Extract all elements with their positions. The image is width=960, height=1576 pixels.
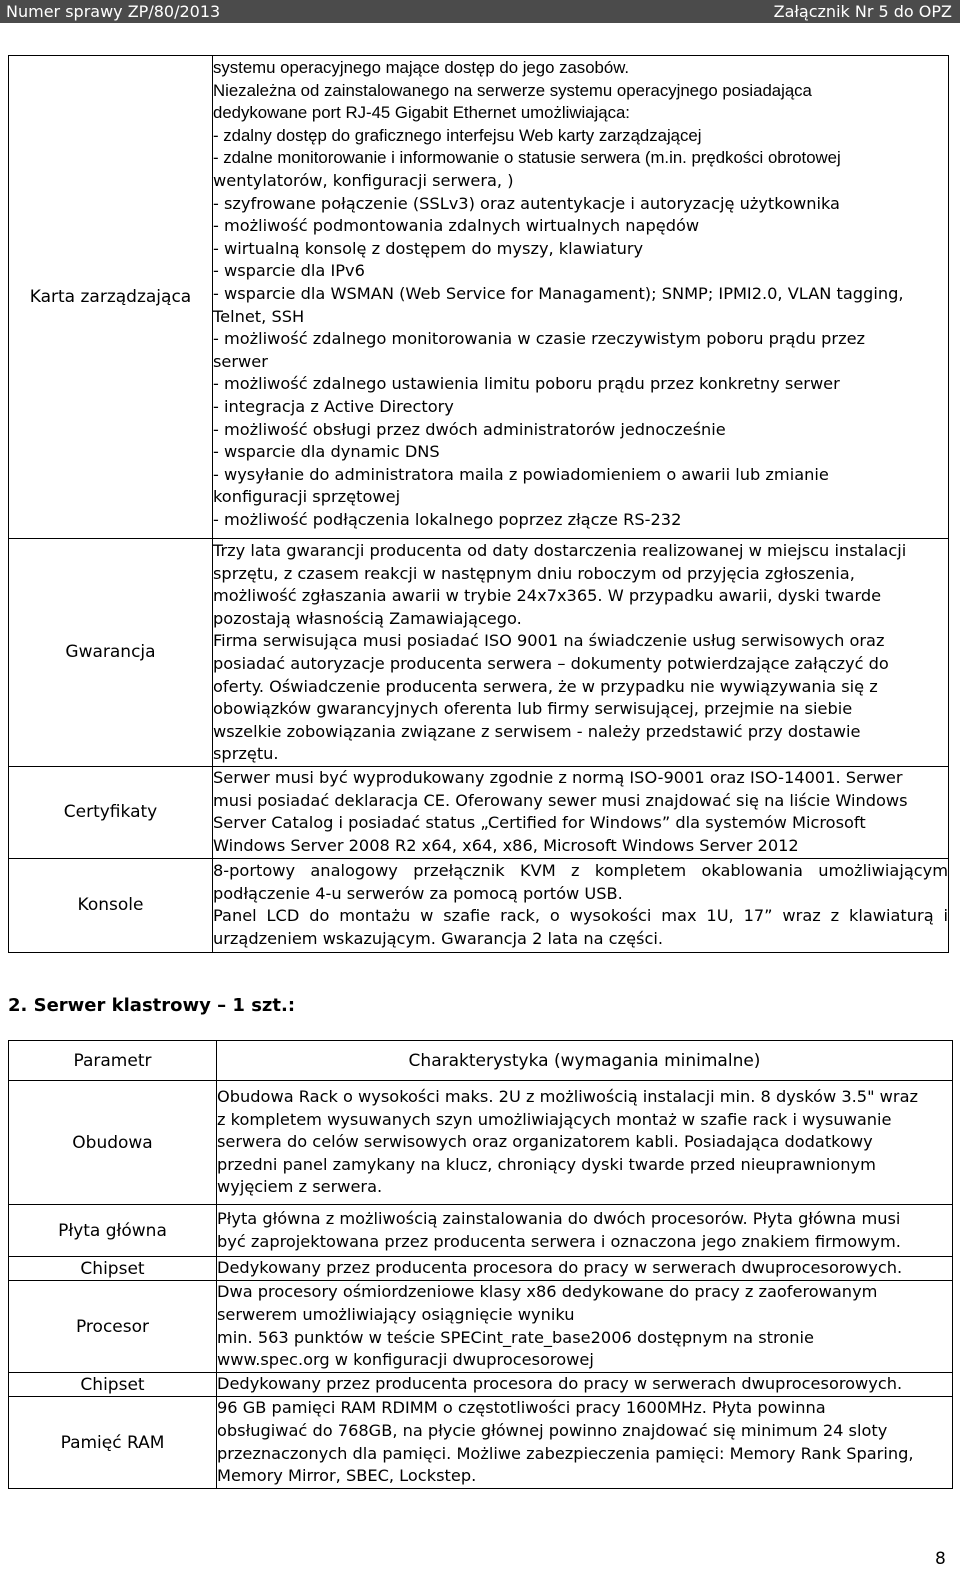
param-cell: Konsole bbox=[9, 858, 213, 952]
desc-cell bbox=[213, 766, 949, 858]
table-row bbox=[9, 1373, 953, 1397]
desc-line: - zdalne monitorowanie i informowanie o statusie serwera (m.in. prędkości obrotowej bbox=[213, 148, 841, 168]
param-cell: Obudowa bbox=[9, 1081, 217, 1205]
desc-paragraph: Obudowa Rack o wysokości maks. 2U z możliwością instalacji min. 8 dysków 3.5" wraz z kompletem wysuwanych szyn umożliwiających montaż w szafie rack i wysuwanie serwera do celów serwisowych oraz organizatorem kabli. Posiadająca dodatkowy przedni panel zamykany na klucz, chroniący dyski twarde przed nieuprawnionym wyjęciem z serwera. bbox=[217, 1087, 918, 1197]
spec-table-management bbox=[8, 55, 949, 953]
table-row bbox=[9, 1397, 953, 1489]
param-cell: Certyfikaty bbox=[9, 766, 213, 858]
desc-cell bbox=[213, 56, 949, 539]
desc-cell bbox=[217, 1373, 953, 1397]
section-title: 2. Serwer klastrowy – 1 szt.: bbox=[8, 995, 296, 1016]
desc-paragraph: Dedykowany przez producenta procesora do pracy w serwerach dwuprocesorowych. bbox=[217, 1374, 903, 1394]
desc-cell bbox=[213, 858, 949, 952]
desc-cell bbox=[217, 1205, 953, 1257]
desc-line: - wirtualną konsolę z dostępem do myszy, klawiatury bbox=[213, 238, 644, 258]
table-row bbox=[9, 766, 949, 858]
param-cell: Gwarancja bbox=[9, 539, 213, 767]
table-row bbox=[9, 1205, 953, 1257]
param-cell: Procesor bbox=[9, 1281, 217, 1373]
desc-cell bbox=[217, 1281, 953, 1373]
desc-line: - wsparcie dla IPv6 bbox=[213, 261, 365, 281]
attachment-label: Załącznik Nr 5 do OPZ bbox=[773, 2, 952, 21]
desc-line: - możliwość podmontowania zdalnych wirtualnych napędów bbox=[213, 216, 700, 236]
desc-paragraph: Firma serwisująca musi posiadać ISO 9001 na świadczenie usług serwisowych oraz posiadać autoryzacje producenta serwera – dokumenty potwierdzające załączyć do oferty. Oświadczenie producenta serwera, że w przypadku nie wywiązywania się z obowiązków gwarancyjnych oferenta lub firmy serwisującej, przejmie na siebie wszelkie zobowiązania związane z serwisem - należy przedstawić przy dostawie sprzętu. bbox=[213, 631, 889, 764]
desc-line: - wysyłanie do administratora maila z powiadomieniem o awarii lub zmianie bbox=[213, 464, 829, 484]
param-cell: Płyta główna bbox=[9, 1205, 217, 1257]
desc-line: Telnet, SSH bbox=[213, 306, 305, 326]
param-cell: Pamięć RAM bbox=[9, 1397, 217, 1489]
desc-cell bbox=[213, 539, 949, 767]
desc-line: - wsparcie dla WSMAN (Web Service for Managament); SNMP; IPMI2.0, VLAN tagging, bbox=[213, 283, 904, 303]
desc-paragraph: Panel LCD do montażu w szafie rack, o wysokości max 1U, 17” wraz z klawiaturą i urządzeniem wskazującym. Gwarancja 2 lata na części. bbox=[213, 906, 948, 949]
desc-line: Niezależna od zainstalowanego na serwerze systemu operacyjnego posiadająca bbox=[213, 80, 812, 100]
page-header bbox=[0, 0, 960, 23]
desc-line: systemu operacyjnego mające dostęp do jego zasobów. bbox=[213, 58, 630, 77]
desc-paragraph: Płyta główna z możliwością zainstalowania do dwóch procesorów. Płyta główna musi być zaprojektowana przez producenta serwera i oznaczona jego znakiem firmowym. bbox=[217, 1208, 901, 1251]
param-cell: Chipset bbox=[9, 1373, 217, 1397]
page-number: 8 bbox=[935, 1549, 946, 1569]
desc-cell bbox=[217, 1081, 953, 1205]
table-row bbox=[9, 539, 949, 767]
desc-line: - zdalny dostęp do graficznego interfejsu Web karty zarządzającej bbox=[213, 125, 702, 145]
desc-paragraph: Serwer musi być wyprodukowany zgodnie z normą ISO-9001 oraz ISO-14001. Serwer musi posiadać deklaracja CE. Oferowany sewer musi znajdować się na liście Windows Server Catalog i posiadać status „Certified for Windows” dla systemów Microsoft Windows Server 2008 R2 x64, x64, x86, Microsoft Windows Server 2012 bbox=[213, 768, 908, 856]
table-header-row bbox=[9, 1041, 953, 1081]
desc-paragraph: 96 GB pamięci RAM RDIMM o częstotliwości pracy 1600MHz. Płyta powinna obsługiwać do 768GB, na płycie głównej powinno znajdować się minimum 24 sloty przeznaczonych dla pamięci. Możliwe zabezpieczenia pamięci: Memory Rank Sparing, Memory Mirror, SBEC, Lockstep. bbox=[217, 1398, 914, 1486]
desc-paragraph: Dwa procesory ośmiordzeniowe klasy x86 dedykowane do pracy z zaoferowanym serwerem umożliwiający osiągnięcie wyniku min. 563 punktów w teście SPECint_rate_base2006 dostępnym na stronie www.spec.org w konfiguracji dwuprocesorowej bbox=[217, 1282, 878, 1370]
desc-line: wentylatorów, konfiguracji serwera, ) bbox=[213, 170, 514, 190]
case-number: Numer sprawy ZP/80/2013 bbox=[6, 2, 221, 21]
param-cell: Chipset bbox=[9, 1257, 217, 1281]
desc-line: - wsparcie dla dynamic DNS bbox=[213, 442, 440, 462]
desc-line: - możliwość zdalnego ustawienia limitu poboru prądu przez konkretny serwer bbox=[213, 374, 840, 394]
table-row bbox=[9, 1257, 953, 1281]
desc-paragraph: Trzy lata gwarancji producenta od daty dostarczenia realizowanej w miejscu instalacji sprzętu, z czasem reakcji w następnym dniu roboczym od przyjęcia zgłoszenia, możliwość zgłaszania awarii w trybie 24x7x365. W przypadku awarii, dyski twarde pozostają własnością Zamawiającego. bbox=[213, 541, 907, 628]
desc-line: - integracja z Active Directory bbox=[213, 396, 454, 416]
table-row bbox=[9, 1081, 953, 1205]
desc-line: serwer bbox=[213, 351, 268, 371]
spec-table-cluster-server bbox=[8, 1040, 953, 1489]
column-header-param: Parametr bbox=[9, 1041, 217, 1081]
desc-cell bbox=[217, 1257, 953, 1281]
table-row bbox=[9, 858, 949, 952]
desc-line: dedykowane port RJ-45 Gigabit Ethernet umożliwiająca: bbox=[213, 103, 630, 123]
desc-paragraph: 8-portowy analogowy przełącznik KVM z kompletem okablowania umożliwiającym podłączenie 4-u serwerów za pomocą portów USB. bbox=[213, 861, 948, 903]
desc-paragraph: Dedykowany przez producenta procesora do pracy w serwerach dwuprocesorowych. bbox=[217, 1258, 903, 1278]
desc-line: - możliwość obsługi przez dwóch administratorów jednocześnie bbox=[213, 419, 726, 439]
param-cell: Karta zarządzająca bbox=[9, 56, 213, 539]
desc-line: - szyfrowane połączenie (SSLv3) oraz autentykacje i autoryzację użytkownika bbox=[213, 193, 840, 213]
desc-line: - możliwość podłączenia lokalnego poprzez złącze RS-232 bbox=[213, 509, 682, 529]
table-row bbox=[9, 1281, 953, 1373]
column-header-desc: Charakterystyka (wymagania minimalne) bbox=[217, 1041, 953, 1081]
desc-cell bbox=[217, 1397, 953, 1489]
desc-line: - możliwość zdalnego monitorowania w czasie rzeczywistym poboru prądu przez bbox=[213, 329, 866, 349]
desc-line: konfiguracji sprzętowej bbox=[213, 487, 401, 507]
table-row bbox=[9, 56, 949, 539]
